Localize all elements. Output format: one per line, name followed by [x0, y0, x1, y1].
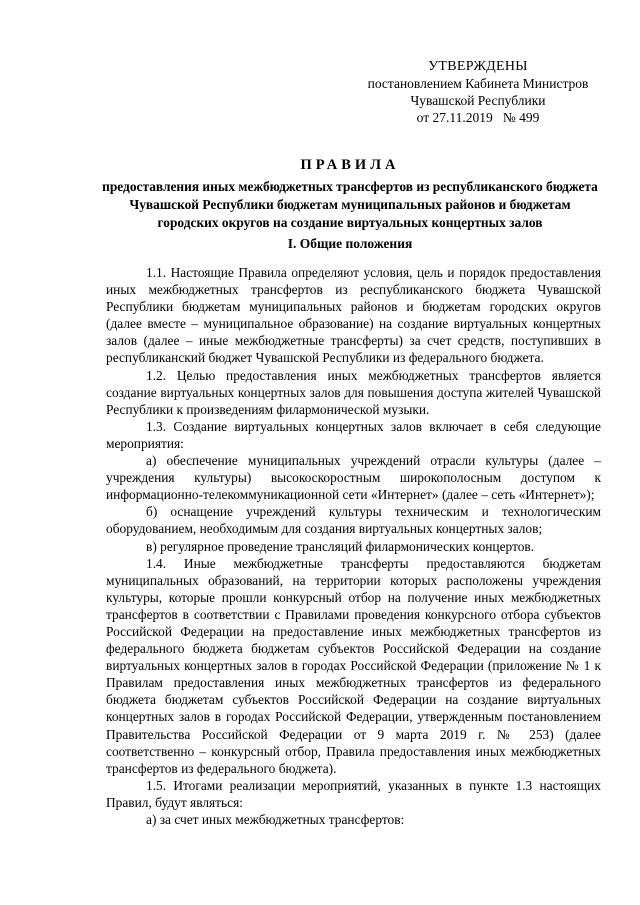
paragraph: 1.4. Иные межбюджетные трансферты предоставляются бюджетам муниципальных образований, на территории которых расположены учреждения культуры, которые прошли конкурсный отбор на получение иных межбюджетных трансфертов в соответствии с Правилами проведения конкурсного отбора субъектов Российской Федерации на предоставление иных межбюджетных трансфертов из федерального бюджета бюджетам субъектов Российской Федерации на создание виртуальных концертных залов в городах Российской Федерации (приложение № 1 к Правилам предоставления иных межбюджетных трансфертов из федерального бюджета бюджетам субъектов Российской Федерации на создание виртуальных концертных залов в городах Российской Федерации, утвержденным постановлением Правительства Российской Федерации от 9 марта 2019 г. № 253) (далее соответственно – конкурсный отбор, Правила предоставления иных межбюджетных трансфертов из федерального бюджета).	[106, 555, 601, 776]
approval-line-3: от 27.11.2019 № 499	[416, 110, 540, 125]
approval-line-1: постановлением Кабинета Министров	[367, 76, 589, 91]
paragraph: 1.2. Целью предоставления иных межбюджетных трансфертов является создание виртуальных концертных залов для повышения доступа жителей Чувашской Республики к произведениям филармонической музыки.	[106, 367, 601, 417]
section-title: I. Общие положения	[287, 236, 413, 251]
paragraph: а) обеспечение муниципальных учреждений отрасли культуры (далее – учреждения культуры) высокоскоростным широкополосным доступом к информационно-телекоммуникационной сети «Интернет» (далее – сеть «Интернет»);	[106, 453, 601, 503]
paragraph: 1.3. Создание виртуальных концертных залов включает в себя следующие мероприятия:	[106, 418, 601, 451]
paragraph: 1.5. Итогами реализации мероприятий, указанных в пункте 1.3 настоящих Правил, будут являться:	[106, 777, 601, 810]
heading-subtitle: предоставления иных межбюджетных трансфертов из республиканского бюджета Чувашской Республики бюджетам муниципальных районов и бюджетам городских округов на создание виртуальных концертных залов	[102, 179, 598, 230]
document-heading	[100, 156, 600, 232]
heading-title: ПРАВИЛА	[300, 157, 400, 173]
paragraph: а) за счет иных межбюджетных трансфертов:	[146, 812, 405, 827]
approval-title: УТВЕРЖДЕНЫ	[428, 59, 528, 74]
approval-line-2: Чувашской Республики	[410, 93, 546, 108]
approval-stamp	[358, 58, 598, 126]
paragraph: 1.1. Настоящие Правила определяют условия, цель и порядок предоставления иных межбюджетных трансфертов из республиканского бюджета Чувашской Республики бюджетам муниципальных районов и бюджетам городских округов (далее вместе – муниципальное образование) на создание виртуальных концертных залов (далее – иные межбюджетные трансферты) за счет средств, поступивших в республиканский бюджет Чувашской Республики из федерального бюджета.	[106, 265, 601, 366]
paragraph: б) оснащение учреждений культуры техническим и технологическим оборудованием, необходимым для создания виртуальных концертных залов;	[106, 504, 601, 537]
paragraph: в) регулярное проведение трансляций филармонических концертов.	[146, 538, 535, 554]
document-body	[106, 264, 601, 828]
